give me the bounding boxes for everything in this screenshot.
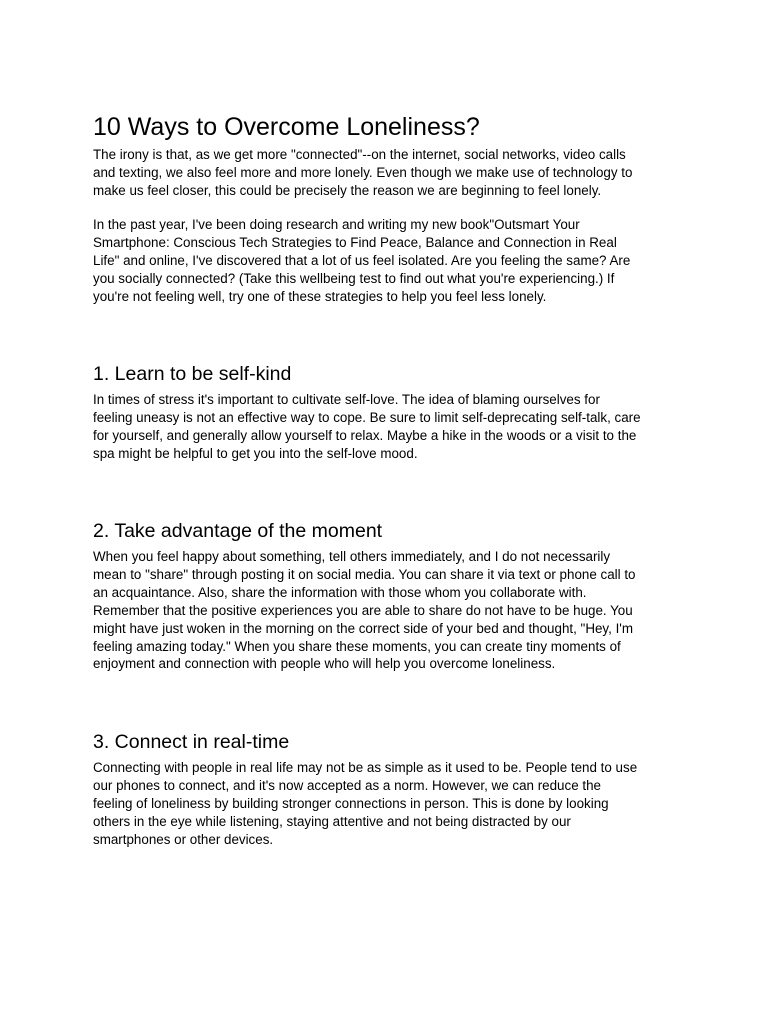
text-line: Connecting with people in real life may not be as simple as it used to be. People tend to use: [93, 760, 638, 775]
text-line: for yourself, and generally allow yourself to relax. Maybe a hike in the woods or a visit to the: [93, 427, 637, 443]
text-line: Smartphone: Conscious Tech Strategies to Find Peace, Balance and Connection in Real: [93, 234, 617, 250]
article-title: 10 Ways to Overcome Loneliness?: [93, 113, 480, 141]
intro-paragraph-2: [93, 216, 683, 306]
section-heading-2: 2. Take advantage of the moment: [93, 520, 383, 542]
section-paragraph-2: [93, 548, 683, 673]
text-line: you're not feeling well, try one of these strategies to help you feel less lonely.: [93, 288, 547, 304]
section-heading-3: 3. Connect in real-time: [93, 731, 290, 753]
text-line: In the past year, I've been doing research and writing my new book"Outsmart Your: [93, 217, 580, 232]
text-line: In times of stress it's important to cultivate self-love. The idea of blaming ourselves for: [93, 392, 600, 407]
text-line: Life" and online, I've discovered that a lot of us feel isolated. Are you feeling the same? Are: [93, 252, 631, 268]
text-line: might have just woken in the morning on the correct side of your bed and thought, "Hey, I'm: [93, 620, 634, 636]
text-line: smartphones or other devices.: [93, 831, 274, 847]
text-line: feeling of loneliness by building stronger connections in person. This is done by looking: [93, 795, 609, 811]
section-paragraph-3: [93, 759, 683, 849]
text-line: enjoyment and connection with people who will help you overcome loneliness.: [93, 656, 556, 672]
text-line: an acquaintance. Also, share the information with those whom you collaborate with.: [93, 584, 587, 600]
section-paragraph-1: [93, 391, 683, 463]
text-line: When you feel happy about something, tell others immediately, and I do not necessarily: [93, 549, 611, 564]
text-line: mean to "share" through posting it on social media. You can share it via text or phone call to: [93, 566, 636, 582]
text-line: our phones to connect, and it's now accepted as a norm. However, we can reduce the: [93, 777, 601, 793]
text-line: make us feel closer, this could be precisely the reason we are beginning to feel lonely.: [93, 182, 602, 198]
text-line: you socially connected? (Take this wellbeing test to find out what you're experiencing.) If: [93, 270, 615, 286]
text-line: others in the eye while listening, staying attentive and not being distracted by our: [93, 813, 571, 829]
text-line: Remember that the positive experiences you are able to share do not have to be huge. You: [93, 602, 633, 618]
text-line: feeling amazing today." When you share these moments, you can create tiny moments of: [93, 638, 621, 654]
text-line: feeling uneasy is not an effective way to cope. Be sure to limit self-deprecating self-talk, care: [93, 409, 641, 425]
text-line: The irony is that, as we get more "connected"--on the internet, social networks, video calls: [93, 147, 626, 162]
section-heading-1: 1. Learn to be self-kind: [93, 363, 292, 385]
intro-paragraph-1: [93, 146, 683, 200]
text-line: and texting, we also feel more and more lonely. Even though we make use of technology to: [93, 164, 633, 180]
text-line: spa might be helpful to get you into the self-love mood.: [93, 445, 418, 461]
